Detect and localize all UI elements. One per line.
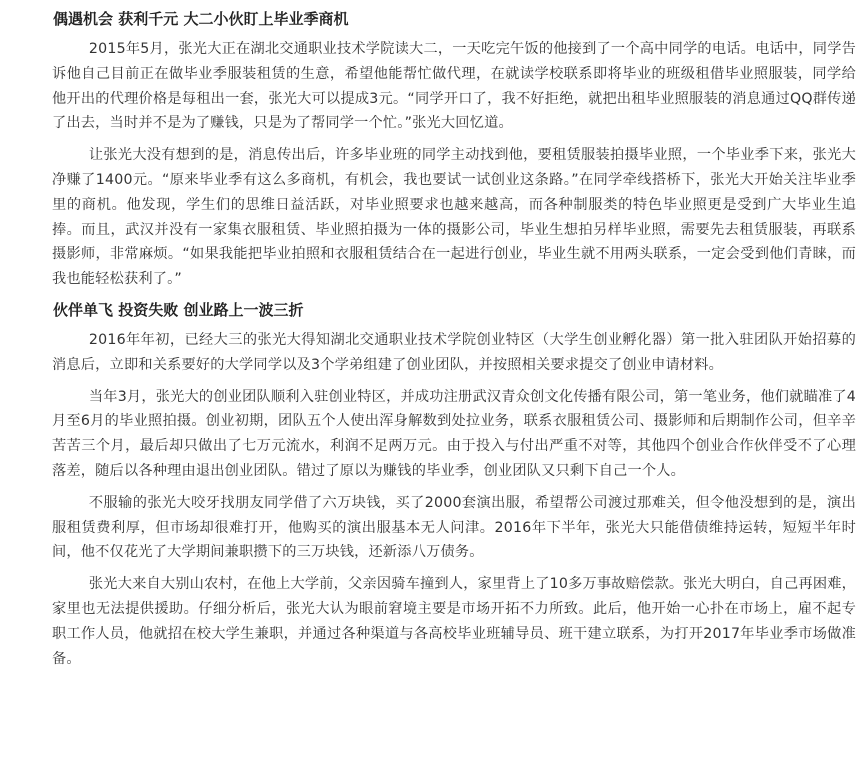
paragraph: 当年3月，张光大的创业团队顺利入驻创业特区，并成功注册武汉青众创文化传播有限公司，第一笔业务，他们就瞄准了4月至6月的毕业照拍摄。创业初期，团队五个人使出浑身解数到处拉业务，联系衣服租赁公司、摄影师和后期制作公司，但辛辛苦苦三个月，最后却只做出了七万元流水，利润不足两万元。由于投入与付出严重不对等，其他四个创业合作伙伴受不了心理落差，随后以各种理由退出创业团队。错过了原以为赚钱的毕业季，创业团队又只剩下自己一个人。 [52, 388, 856, 479]
paragraph: 让张光大没有想到的是，消息传出后，许多毕业班的同学主动找到他，要租赁服装拍摄毕业照，一个毕业季下来，张光大净赚了1400元。“原来毕业季有这么多商机，有机会，我也要试一试创业这条路。”在同学牵线搭桥下，张光大开始关注毕业季里的商机。他发现，学生们的思维日益活跃，对毕业照要求也越来越高，而各种制服类的特色毕业照更是受到广大毕业生追捧。而且，武汉并没有一家集衣服租赁、毕业照拍摄为一体的摄影公司，毕业生想拍另样毕业照，需要先去租赁服装，再联系摄影师，非常麻烦。“如果我能把毕业拍照和衣服租赁结合在一起进行创业，毕业生就不用两头联系，一定会受到他们青睐，而我也能轻松获利了。” [52, 147, 856, 288]
paragraph: 2016年年初，已经大三的张光大得知湖北交通职业技术学院创业特区（大学生创业孵化器）第一批入驻团队开始招募的消息后，立即和关系要好的大学同学以及3个学弟组建了创业团队，并按照相关要求提交了创业申请材料。 [52, 331, 856, 373]
paragraph: 2015年5月，张光大正在湖北交通职业技术学院读大二，一天吃完午饭的他接到了一个高中同学的电话。电话中，同学告诉他自己目前正在做毕业季服装租赁的生意，希望他能帮忙做代理，在就读学校联系即将毕业的班级租借毕业照服装，同学给他开出的代理价格是每租出一套，张光大可以提成3元。“同学开口了，我不好拒绝，就把出租毕业照服装的消息通过QQ群传递了出去，当时并不是为了赚钱，只是为了帮同学一个忙。”张光大回忆道。 [52, 41, 856, 132]
section-heading-opportunity: 偶遇机会 获利千元 大二小伙盯上毕业季商机 [53, 10, 349, 28]
paragraph: 张光大来自大别山农村，在他上大学前，父亲因骑车撞到人，家里背上了10多万事故赔偿款。张光大明白，自己再困难，家里也无法提供援助。仔细分析后，张光大认为眼前窘境主要是市场开拓不力所致。此后，他开始一心扑在市场上，雇不起专职工作人员，他就招在校大学生兼职，并通过各种渠道与各高校毕业班辅导员、班干建立联系，为打开2017年毕业季市场做准备。 [52, 576, 856, 667]
section-heading-setbacks: 伙伴单飞 投资失败 创业路上一波三折 [53, 300, 304, 319]
paragraph: 不服输的张光大咬牙找朋友同学借了六万块钱，买了2000套演出服，希望帮公司渡过那难关，但令他没想到的是，演出服租赁费利厚，但市场却很难打开，他购买的演出服基本无人问津。2016年下半年，张光大只能借债维持运转，短短半年时间，他不仅花光了大学期间兼职攒下的三万块钱，还新添八万债务。 [52, 494, 856, 561]
